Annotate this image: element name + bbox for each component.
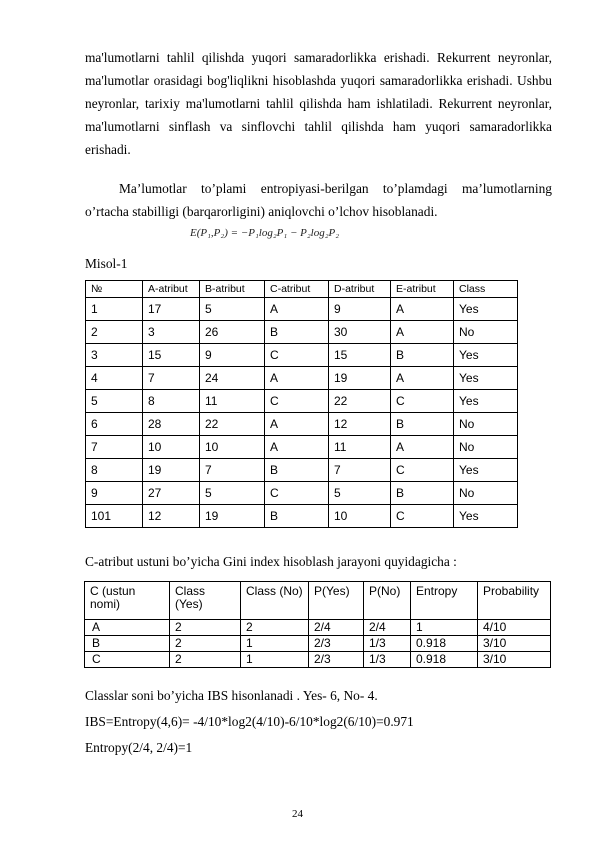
table-cell: 19 [143,459,200,482]
column-header: Probability [478,582,551,620]
table-cell: 3 [143,321,200,344]
ibs-formula-line: IBS=Entropy(4,6)= -4/10*log2(4/10)-6/10*log2(6/10)=0.971 [85,714,414,729]
table-cell: C [265,482,329,505]
body-paragraph: ma'lumotlarni tahlil qilishda yuqori samaradorlikka erishadi. Rekurrent neyronlar, ma'lumotlar orasidagi bog'liqlikni hisoblashda yuqori samaradorlikka erishadi. Ushbu neyronlar, tarixiy ma'lumotlarni tahlil qilishda ham ishlatiladi. Rekurrent neyronlar, ma'lumotlarni sinflash va sinflovchi tahlil qilishda ham yuqori samaradorlikka erishadi. [85,50,552,157]
table-cell: 2 [170,636,241,652]
table-cell: 3/10 [478,636,551,652]
table-cell: 22 [329,390,391,413]
table-cell: 1 [241,652,309,668]
table-cell: 22 [200,413,265,436]
table-cell: A [265,413,329,436]
table-cell: 2 [170,620,241,636]
column-header: P(No) [364,582,411,620]
table-cell: A [265,298,329,321]
table-cell: B [265,459,329,482]
table-cell: Yes [454,367,518,390]
table-cell: A [391,321,454,344]
column-header: Class (No) [241,582,309,620]
table-cell: 10 [143,436,200,459]
table-cell: B [85,636,170,652]
attributes-table [85,280,518,528]
page-number: 24 [292,808,303,820]
table-cell: 7 [329,459,391,482]
table-cell: 30 [329,321,391,344]
table-cell: 17 [143,298,200,321]
table-cell: 7 [143,367,200,390]
table-row [86,413,518,436]
table-cell: 5 [86,390,143,413]
column-header: E-atribut [391,281,454,298]
table-cell: 5 [329,482,391,505]
table-cell: 19 [200,505,265,528]
table-cell: B [391,344,454,367]
table-cell: No [454,482,518,505]
table-cell: 26 [200,321,265,344]
column-header: № [86,281,143,298]
gini-intro-text: C-atribut ustuni bo’yicha Gini index hisoblash jarayoni quyidagicha : [85,554,457,569]
table-cell: A [391,436,454,459]
gini-table [84,581,551,668]
entropy-formula: E(P₁,P₂) = −P₁log₂P₁ − P₂log₂P₂ [190,227,340,239]
table-cell: A [85,620,170,636]
table-cell: 15 [329,344,391,367]
table-cell: 6 [86,413,143,436]
table-cell: 10 [200,436,265,459]
table-cell: 2/3 [309,636,364,652]
table-cell: Yes [454,298,518,321]
table-cell: 4/10 [478,620,551,636]
table-header-row [86,281,518,298]
table-cell: B [391,482,454,505]
table-cell: 5 [200,482,265,505]
table-row [86,298,518,321]
table-cell: C [265,390,329,413]
table-cell: 10 [329,505,391,528]
table-cell: 0.918 [411,652,478,668]
table-cell: 12 [143,505,200,528]
table-cell: 5 [200,298,265,321]
table-cell: 0.918 [411,636,478,652]
table-cell: Yes [454,505,518,528]
table-cell: Yes [454,459,518,482]
table-row [85,620,551,636]
table-cell: No [454,413,518,436]
table-row [86,344,518,367]
class-count-line: Classlar soni bo’yicha IBS hisonlanadi . Yes- 6, No- 4. [85,688,378,703]
table-cell: 11 [329,436,391,459]
table-cell: 15 [143,344,200,367]
table-cell: 12 [329,413,391,436]
table-cell: A [265,436,329,459]
table-row [86,390,518,413]
table-cell: No [454,321,518,344]
table-cell: 19 [329,367,391,390]
entropy-definition-paragraph: Ma’lumotlar to’plami entropiyasi-berilgan to’plamdagi ma’lumotlarning o’rtacha stabilligi (barqarorligini) aniqlovchi o’lchov hisoblanadi. [85,181,552,219]
column-header: D-atribut [329,281,391,298]
table-cell: A [391,298,454,321]
column-header: Class [454,281,518,298]
column-header: C (ustun nomi) [85,582,170,620]
table-cell: 2 [241,620,309,636]
table-cell: 2 [170,652,241,668]
table-cell: 4 [86,367,143,390]
table-cell: B [265,505,329,528]
table-cell: 1/3 [364,636,411,652]
column-header: C-atribut [265,281,329,298]
column-header: P(Yes) [309,582,364,620]
table-row [86,321,518,344]
column-header: B-atribut [200,281,265,298]
table-cell: B [265,321,329,344]
table-cell: 101 [86,505,143,528]
table-cell: 9 [200,344,265,367]
column-header: A-atribut [143,281,200,298]
table-header-row [85,582,551,620]
table-cell: C [391,390,454,413]
table-cell: A [265,367,329,390]
column-header: Entropy [411,582,478,620]
table-cell: Yes [454,344,518,367]
table-cell: 1 [241,636,309,652]
table-cell: 8 [86,459,143,482]
table-row [85,636,551,652]
table-row [86,367,518,390]
table-cell: C [85,652,170,668]
table-cell: 11 [200,390,265,413]
table-row [86,482,518,505]
table-row [86,459,518,482]
table-cell: Yes [454,390,518,413]
table-row [86,436,518,459]
table-row [85,652,551,668]
table-cell: C [391,505,454,528]
table-cell: No [454,436,518,459]
table-cell: 2 [86,321,143,344]
table-cell: 7 [200,459,265,482]
table-cell: C [391,459,454,482]
table-cell: 2/4 [309,620,364,636]
table-cell: C [265,344,329,367]
table-cell: 24 [200,367,265,390]
entropy-example-line: Entropy(2/4, 2/4)=1 [85,740,193,755]
table-cell: 2/4 [364,620,411,636]
table-cell: B [391,413,454,436]
table-cell: 2/3 [309,652,364,668]
table-cell: 28 [143,413,200,436]
example-label: Misol-1 [85,256,128,271]
table-row [86,505,518,528]
table-cell: 1/3 [364,652,411,668]
table-cell: 9 [86,482,143,505]
table-cell: 1 [86,298,143,321]
table-cell: 7 [86,436,143,459]
table-cell: 9 [329,298,391,321]
table-cell: 3 [86,344,143,367]
table-cell: 8 [143,390,200,413]
table-cell: 27 [143,482,200,505]
table-cell: 3/10 [478,652,551,668]
column-header: Class (Yes) [170,582,241,620]
table-cell: A [391,367,454,390]
table-cell: 1 [411,620,478,636]
